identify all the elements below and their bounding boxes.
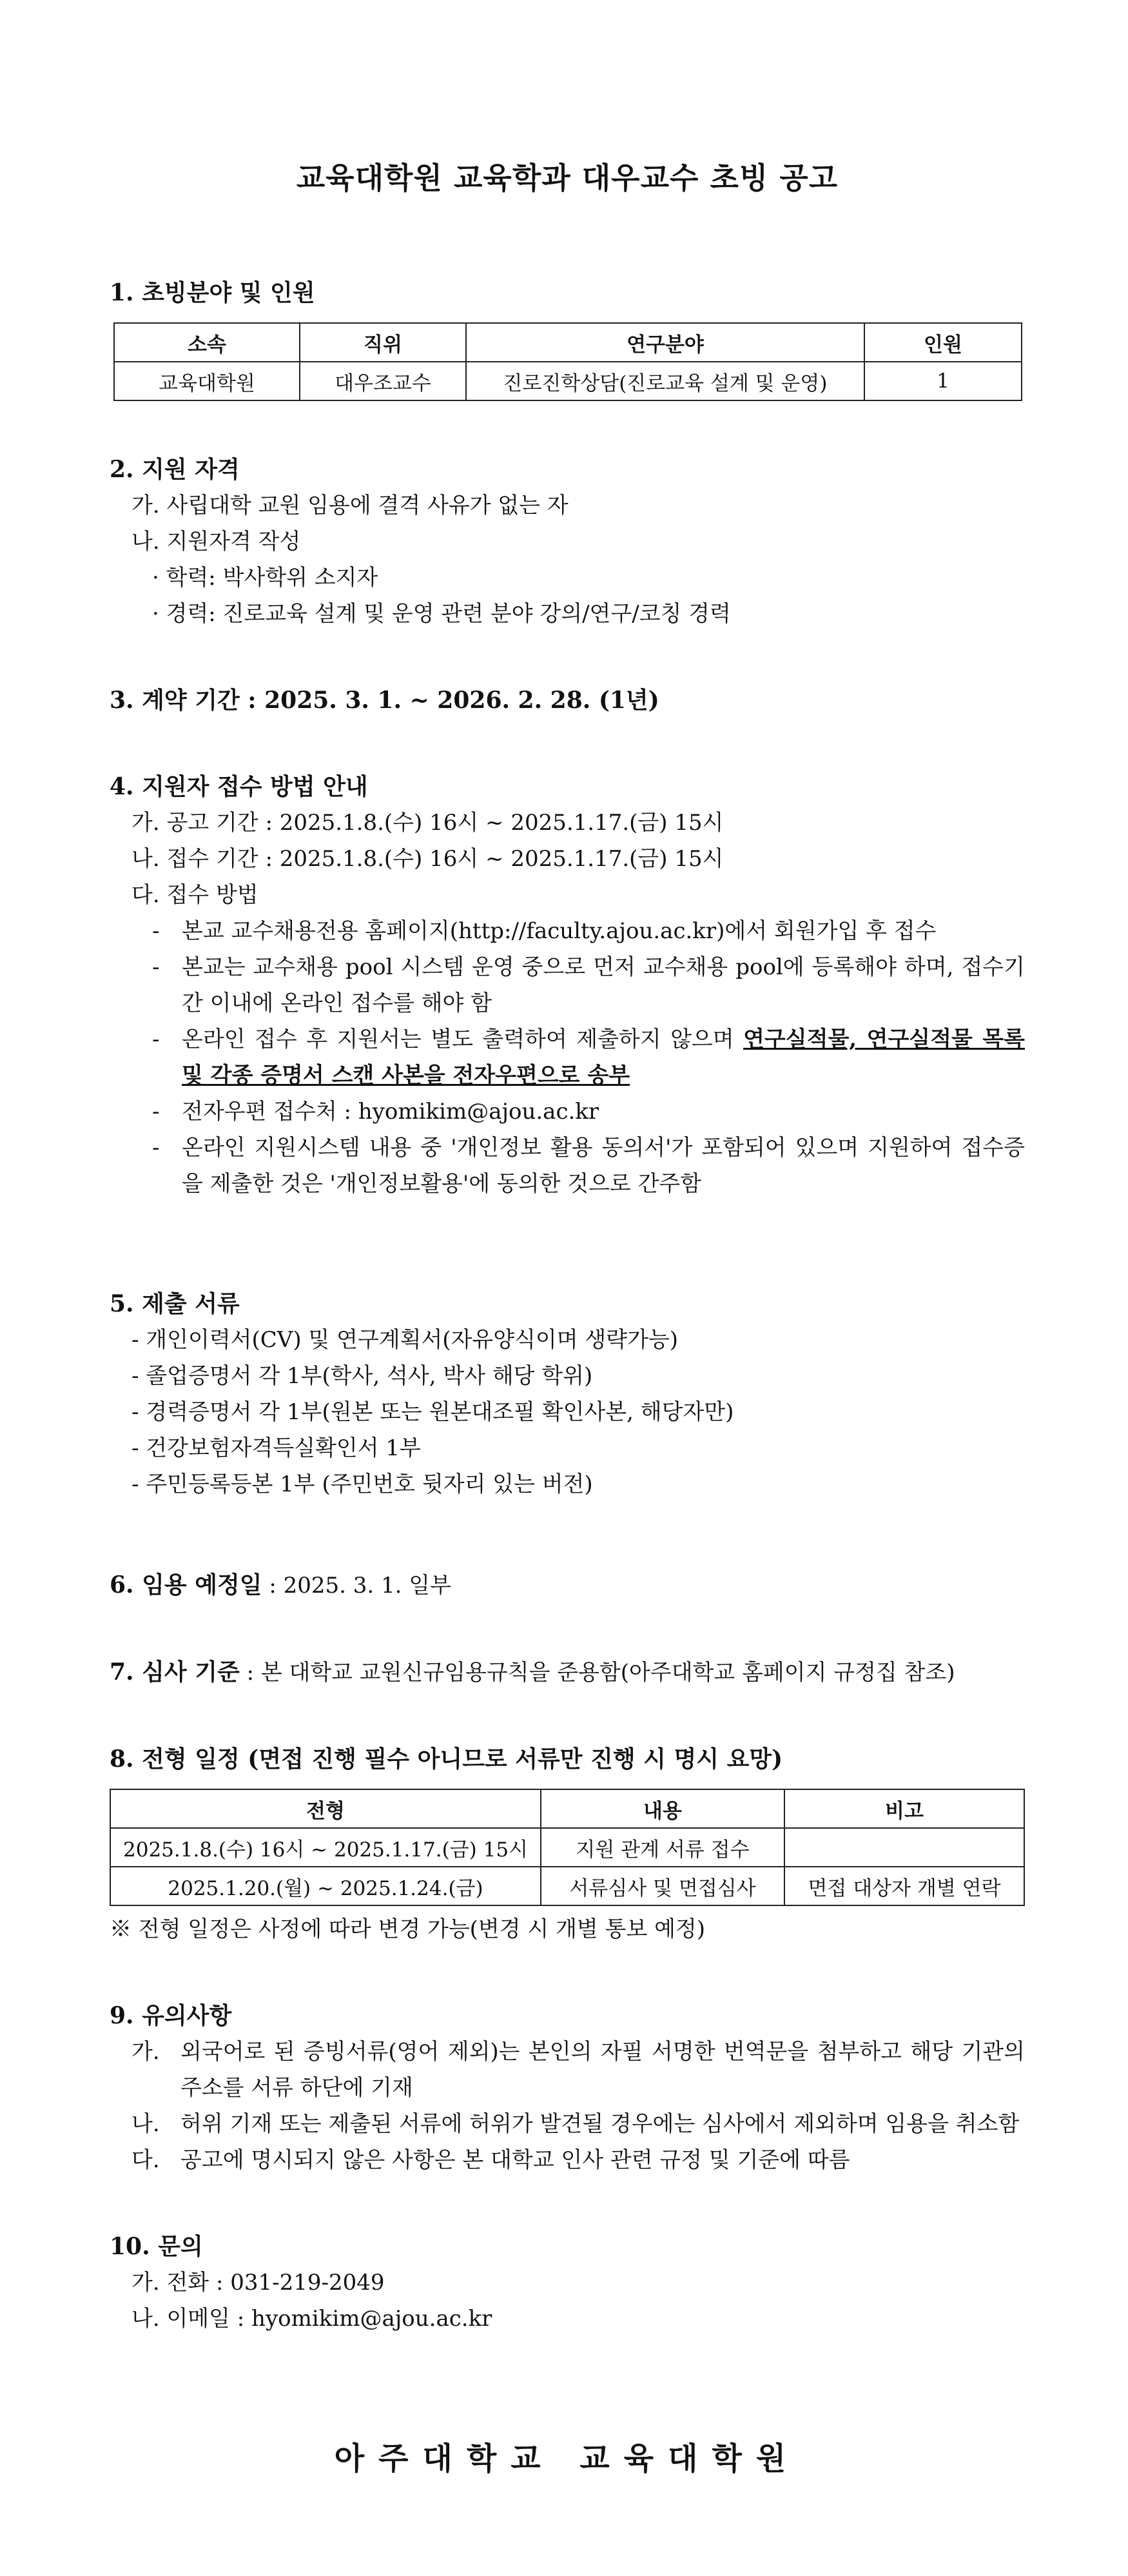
section-positions [110,275,1025,401]
list-item: - 개인이력서(CV) 및 연구계획서(자유양식이며 생략가능) [131,1327,679,1353]
list-item: · 학력: 박사학위 소지자 [152,565,378,591]
column-header: 내용 [541,1789,784,1828]
section-documents [110,1286,1025,1502]
section-heading: 5. 제출 서류 [110,1290,240,1317]
column-header: 인원 [864,323,1022,362]
dash-marker: - [152,1099,160,1125]
section-heading: 4. 지원자 접수 방법 안내 [110,773,368,800]
section-heading: 2. 지원 자격 [110,456,240,483]
table-cell: 1 [864,362,1022,400]
table-cell: 2025.1.20.(월) ~ 2025.1.24.(금) [110,1867,541,1905]
section-heading: 8. 전형 일정 (면접 진행 필수 아니므로 서류만 진행 시 명시 요망) [110,1745,783,1773]
section-start-date [110,1567,1025,1604]
emphasis-text: 연구실적물, 연구실적물 목록 및 각종 증명서 스캔 사본을 전자우편으로 송부 [182,1027,1025,1088]
dash-marker: - [152,954,160,980]
issuer-signature: 아주대학교 교육대학원 [334,2441,801,2477]
list-item [110,2034,1025,2106]
schedule-note: ※ 전형 일정은 사정에 따라 변경 가능(변경 시 개별 통보 예정) [110,1916,706,1942]
section-text: : 2025. 3. 1. 일부 [262,1573,451,1598]
section-contract-period [110,682,1025,718]
column-header: 직위 [300,323,466,362]
list-item: 다. 접수 방법 [131,882,258,908]
column-header: 비고 [784,1789,1024,1828]
item-text: 전자우편 접수처 : hyomikim@ajou.ac.kr [182,1099,599,1125]
table-row [114,362,1022,400]
table-cell: 교육대학원 [114,362,300,400]
item-text: 본교 교수채용전용 홈페이지(http://faculty.ajou.ac.kr)에서 회원가입 후 접수 [182,918,937,944]
table-cell: 대우조교수 [300,362,466,400]
item-text: 본교는 교수채용 pool 시스템 운영 중으로 먼저 교수채용 pool에 등록해야 하며, 접수기간 이내에 온라인 접수를 해야 함 [182,954,1025,1016]
table-cell: 면접 대상자 개별 연락 [784,1867,1024,1905]
list-item: 나. 지원자격 작성 [131,529,301,555]
list-item [110,949,1025,1021]
section-text: : 본 대학교 교원신규임용규칙을 준용함(아주대학교 홈페이지 규정집 참조) [239,1660,955,1686]
column-header: 전형 [110,1789,541,1828]
dash-marker: - [152,1027,160,1052]
section-schedule [110,1741,1025,1947]
section-application [110,769,1025,1202]
contact-phone: 가. 전화 : 031-219-2049 [131,2270,385,2296]
section-heading: 3. 계약 기간 : 2025. 3. 1. ~ 2026. 2. 28. (1년) [110,687,659,714]
item-marker: 나. [131,2111,160,2137]
column-header: 소속 [114,323,300,362]
section-heading: 9. 유의사항 [110,2002,232,2029]
section-contact [110,2228,1025,2337]
list-item: 가. 공고 기간 : 2025.1.8.(수) 16시 ~ 2025.1.17.(금) 15시 [131,810,724,836]
section-heading: 7. 심사 기준 [110,1658,240,1686]
table-header-row [114,323,1022,362]
item-text: 허위 기재 또는 제출된 서류에 허위가 발견될 경우에는 심사에서 제외하며 임용을 취소함 [180,2111,1020,2137]
page-title: 교육대학원 교육학과 대우교수 초빙 공고 [296,161,839,195]
table-cell: 서류심사 및 면접심사 [541,1867,784,1905]
section-heading: 6. 임용 예정일 [110,1571,262,1598]
list-item [110,2142,1025,2178]
section-heading: 1. 초빙분야 및 인원 [110,279,315,306]
list-item: 나. 접수 기간 : 2025.1.8.(수) 16시 ~ 2025.1.17.(금) 15시 [131,846,724,872]
schedule-table [110,1789,1025,1906]
list-item [110,913,1025,949]
section-qualifications [110,451,1025,632]
table-header-row [110,1789,1024,1828]
list-item: - 주민등록등본 1부 (주민번호 뒷자리 있는 버전) [131,1471,593,1497]
list-item: · 경력: 진로교육 설계 및 운영 관련 분야 강의/연구/코칭 경력 [152,601,731,627]
list-item: 가. 사립대학 교원 임용에 결격 사유가 없는 자 [131,493,569,518]
list-item: - 경력증명서 각 1부(원본 또는 원본대조필 확인사본, 해당자만) [131,1399,734,1425]
notice-page [110,155,1025,2478]
item-marker: 다. [131,2147,160,2173]
list-item [110,1094,1025,1130]
table-cell [784,1828,1024,1867]
contact-email: 나. 이메일 : hyomikim@ajou.ac.kr [131,2306,492,2332]
positions-table [113,322,1022,401]
list-item: - 졸업증명서 각 1부(학사, 석사, 박사 해당 학위) [131,1363,593,1389]
item-marker: 가. [131,2039,160,2065]
table-row [110,1828,1024,1867]
section-criteria [110,1654,1025,1691]
list-item: - 건강보험자격득실확인서 1부 [131,1435,421,1461]
item-text: 외국어로 된 증빙서류(영어 제외)는 본인의 자필 서명한 번역문을 첨부하고 해당 기관의 주소를 서류 하단에 기재 [180,2039,1025,2101]
section-heading: 10. 문의 [110,2233,203,2260]
table-cell: 2025.1.8.(수) 16시 ~ 2025.1.17.(금) 15시 [110,1828,541,1867]
item-text: 온라인 지원시스템 내용 중 '개인정보 활용 동의서'가 포함되어 있으며 지원하여 접수증을 제출한 것은 '개인정보활용'에 동의한 것으로 간주함 [182,1135,1025,1197]
table-cell: 진로진학상담(진로교육 설계 및 운영) [466,362,864,400]
column-header: 연구분야 [466,323,864,362]
section-notes [110,1998,1025,2178]
dash-marker: - [152,918,160,944]
list-item [110,1130,1025,1202]
list-item [110,1021,1025,1094]
item-text: 온라인 접수 후 지원서는 별도 출력하여 제출하지 않으며 [182,1027,744,1052]
item-text: 공고에 명시되지 않은 사항은 본 대학교 인사 관련 규정 및 기준에 따름 [180,2147,850,2173]
dash-marker: - [152,1135,160,1161]
list-item [110,2106,1025,2142]
table-cell: 지원 관계 서류 접수 [541,1828,784,1867]
table-row [110,1867,1024,1905]
